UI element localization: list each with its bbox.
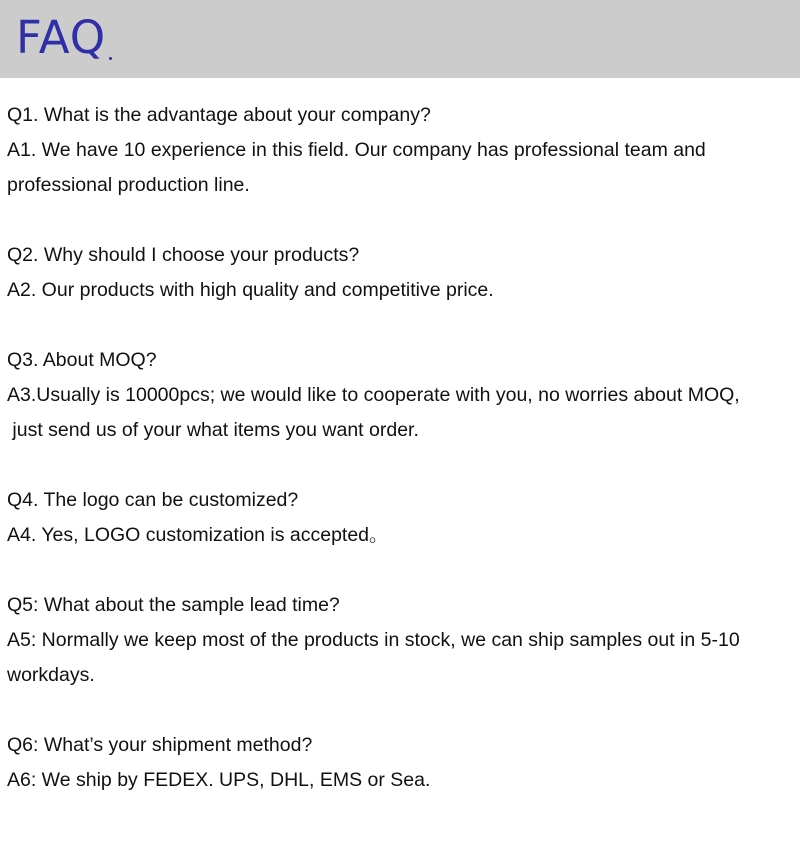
page-title: FAQ bbox=[16, 11, 107, 64]
answer-1-line-1: A1. We have 10 experience in this field. Our company has professional team and bbox=[7, 139, 706, 161]
answer-5-line-2: workdays. bbox=[7, 664, 95, 686]
faq-item-2 bbox=[7, 238, 793, 308]
answer-2-line-1: A2. Our products with high quality and competitive price. bbox=[7, 279, 494, 301]
faq-item-6 bbox=[7, 728, 793, 798]
answer-3-line-2: just send us of your what items you want order. bbox=[7, 419, 419, 441]
answer-3-line-1: A3.Usually is 10000pcs; we would like to cooperate with you, no worries about MOQ, bbox=[7, 384, 740, 406]
faq-item-5 bbox=[7, 588, 793, 693]
answer-1-line-2: professional production line. bbox=[7, 174, 250, 196]
question-1: Q1. What is the advantage about your company? bbox=[7, 104, 431, 126]
faq-item-3 bbox=[7, 343, 793, 448]
faq-item-1 bbox=[7, 98, 793, 203]
question-3: Q3. About MOQ? bbox=[7, 349, 157, 371]
answer-5-line-1: A5: Normally we keep most of the products in stock, we can ship samples out in 5-10 bbox=[7, 629, 740, 651]
question-6: Q6: What’s your shipment method? bbox=[7, 734, 313, 756]
answer-4-line-1: A4. Yes, LOGO customization is accepted。 bbox=[7, 524, 389, 546]
question-2: Q2. Why should I choose your products? bbox=[7, 244, 360, 266]
faq-header bbox=[0, 0, 800, 78]
faq-list bbox=[7, 98, 793, 833]
answer-6-line-1: A6: We ship by FEDEX. UPS, DHL, EMS or Sea. bbox=[7, 769, 431, 791]
title-dot bbox=[109, 57, 112, 60]
question-4: Q4. The logo can be customized? bbox=[7, 489, 299, 511]
faq-item-4 bbox=[7, 483, 793, 553]
question-5: Q5: What about the sample lead time? bbox=[7, 594, 340, 616]
